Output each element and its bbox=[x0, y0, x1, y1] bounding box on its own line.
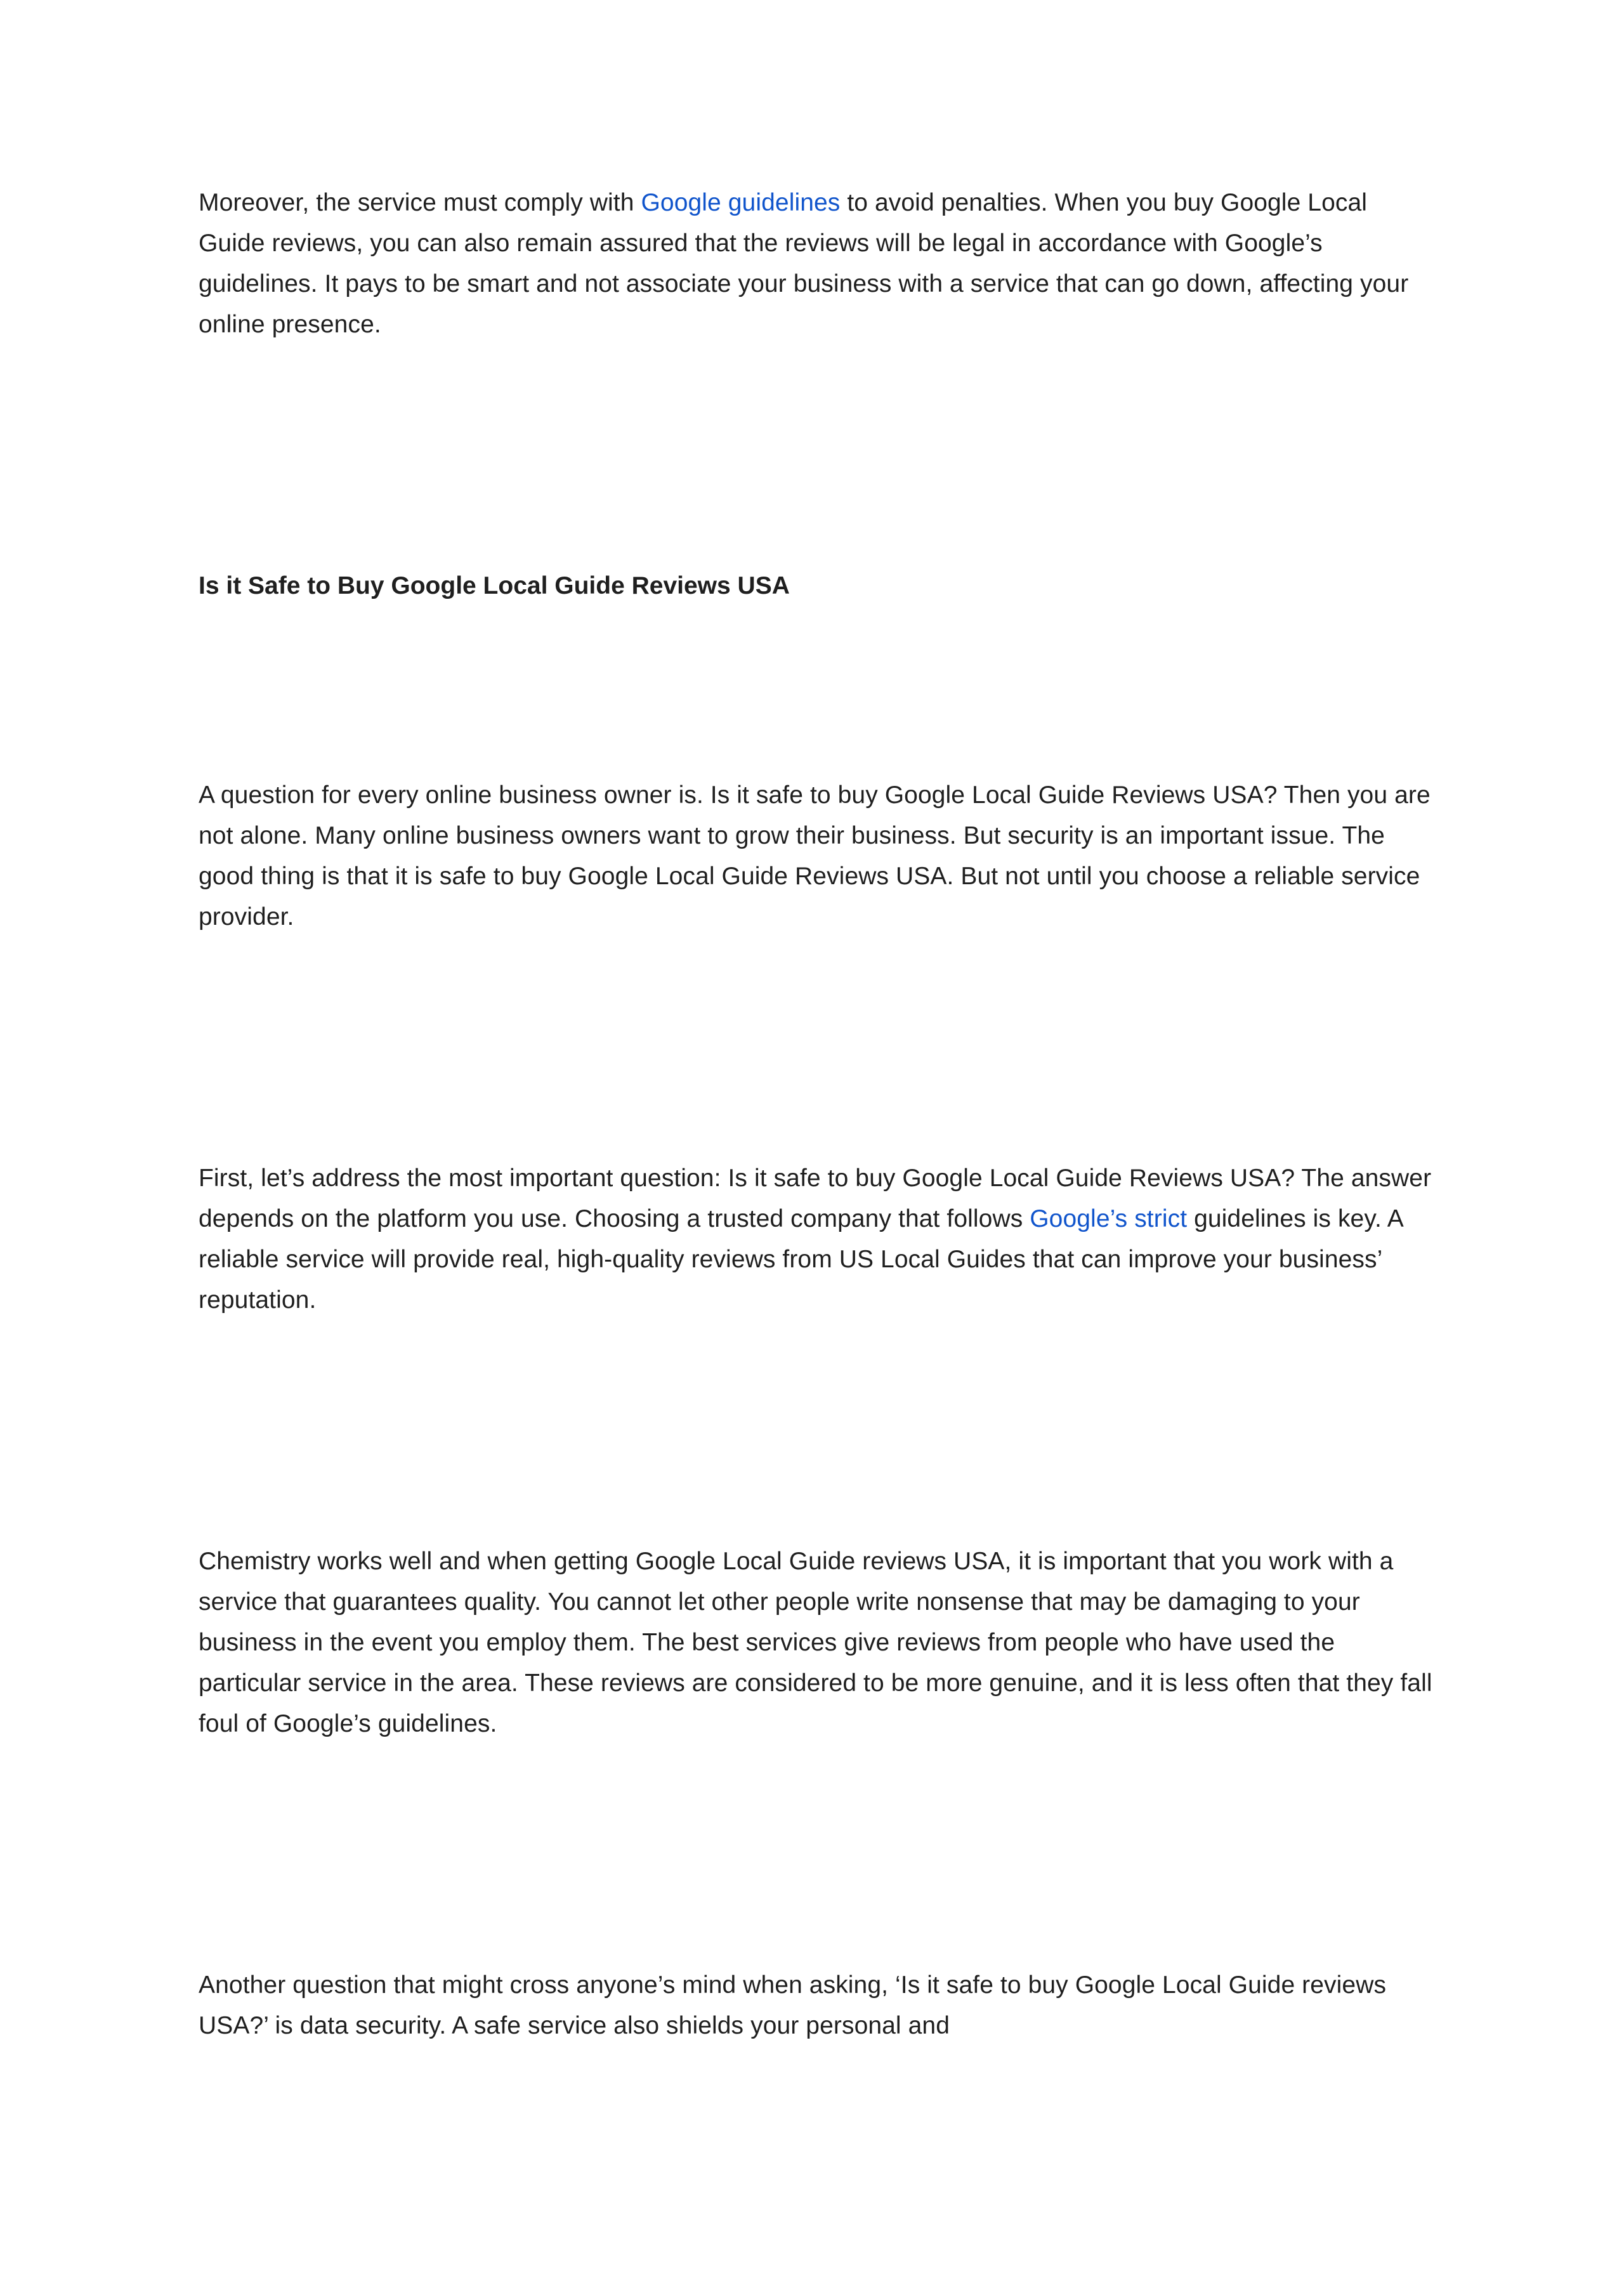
document-body bbox=[199, 183, 1436, 2046]
google-guidelines-link[interactable]: Google guidelines bbox=[641, 189, 841, 216]
section-heading: Is it Safe to Buy Google Local Guide Reviews USA bbox=[199, 572, 790, 599]
paragraph-text: to avoid penalties. When you buy Google Local Guide reviews, you can also remain assured that the reviews will be legal in accordance with Google’s guidelines. It pays to be smart and not associate your business with a service that can go down, affecting your online presence. bbox=[199, 189, 1409, 338]
paragraph-text: guidelines is key. A reliable service will provide real, high-quality reviews from US Local Guides that can improve your business’ reputation. bbox=[199, 1205, 1403, 1314]
paragraph-first-address bbox=[199, 1158, 1436, 1321]
paragraph-text: First, let’s address the most important question: Is it safe to buy Google Local Guide Reviews USA? The answer depends on the platform you use. Choosing a trusted company that follows bbox=[199, 1165, 1432, 1232]
paragraph-data-security: Another question that might cross anyone’s mind when asking, ‘Is it safe to buy Google Local Guide reviews USA?’ is data security. A safe service also shields your personal and bbox=[199, 1971, 1387, 2039]
paragraph-intro bbox=[199, 183, 1436, 345]
paragraph-question: A question for every online business owner is. Is it safe to buy Google Local Guide Reviews USA? Then you are not alone. Many online business owners want to grow their business. But security is an important issue. The good thing is that it is safe to buy Google Local Guide Reviews USA. But not until you choose a reliable service provider. bbox=[199, 781, 1431, 931]
googles-strict-link[interactable]: Google’s strict bbox=[1030, 1205, 1188, 1232]
paragraph-text: Moreover, the service must comply with bbox=[199, 189, 641, 216]
paragraph-chemistry: Chemistry works well and when getting Google Local Guide reviews USA, it is important that you work with a service that guarantees quality. You cannot let other people write nonsense that may be damaging to your business in the event you employ them. The best services give reviews from people who have used the particular service in the area. These reviews are considered to be more genuine, and it is less often that they fall foul of Google’s guidelines. bbox=[199, 1548, 1432, 1737]
